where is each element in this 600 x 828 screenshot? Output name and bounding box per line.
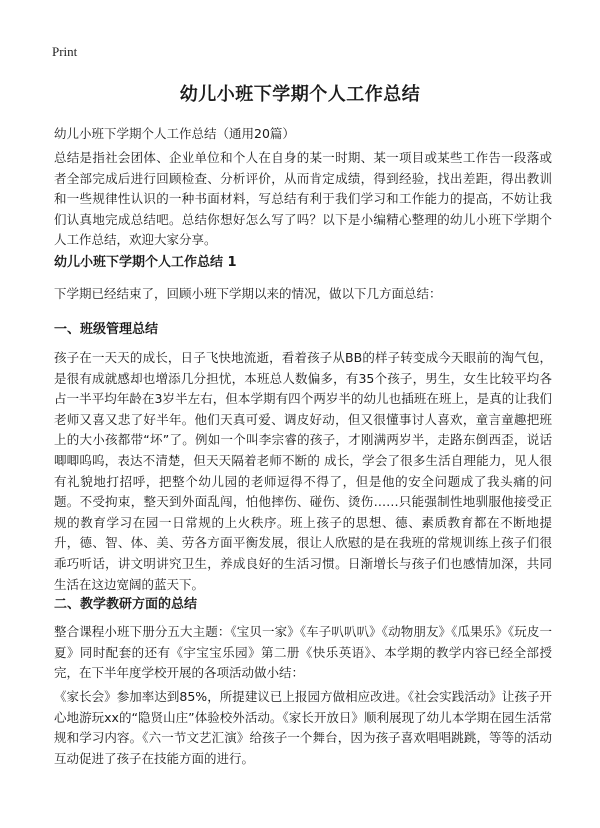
- section-heading-class-management: 一、班级管理总结: [54, 322, 159, 337]
- document-title: 幼儿小班下学期个人工作总结: [179, 84, 421, 105]
- part-intro-paragraph: 下学期已经结束了，回顾小班下学期以来的情况，做以下几方面总结：: [54, 286, 442, 301]
- part-heading: 幼儿小班下学期个人工作总结 1: [54, 255, 237, 270]
- class-management-paragraph: 孩子在一天天的成长，日子飞快地流逝，看着孩子从BB的样子转变成今天眼前的淘气包，是很有成就感却也增添几分担忧，本班总人数偏多，有35个孩子，男生，女生比较平均各占一半平均年龄在3岁半左右，但本学期有四个两岁半的幼儿也插班在班上，是真的让我们老师又喜又悲了好半年。他们天真可爱、调皮好动，但又很懂事讨人喜欢，童言童趣把班上的大小孩都带“坏”了。例如一个叫李宗睿的孩子，才刚满两岁半，走路东倒西歪，说话唧唧呜呜，表达不清楚，但天天隔着老师不断的 成长，学会了很多生活自理能力，见人很有礼貌地打招呼，把整个幼儿园的老师逗得不得了，但是他的安全问题成了我头痛的问题。不受拘束，整天到外面乱闯，怕他摔伤、碰伤、烫伤……只能强制性地驯服他接受正规的教育学习在园一日常规的上火秩序。班上孩子的思想、德、素质教育都在不断地提升，德、智、体、美、劳各方面平衡发展，很让人欣慰的是在我班的常规训练上孩子们很乖巧听话，讲文明讲究卫生，养成良好的生活习惯。日渐增长与孩子们也感情加深，共同生活在这边宽阔的蓝天下。: [54, 350, 552, 592]
- intro-paragraph: 总结是指社会团体、企业单位和个人在自身的某一时期、某一项目或某些工作告一段落或者全部完成后进行回顾检查、分析评价，从而肯定成绩，得到经验，找出差距，得出教训和一些规律性认识的一种书面材料，写总结有利于我们学习和工作能力的提高，不妨让我们认真地完成总结吧。总结你想好怎么写了吗？以下是小编精心整理的幼儿小班下学期个人工作总结，欢迎大家分享。: [54, 150, 552, 248]
- document-subtitle: 幼儿小班下学期个人工作总结（通用20篇）: [54, 126, 295, 141]
- teaching-research-paragraph-1: 整合课程小班下册分五大主题：《宝贝一家》《车子叭叭叭》《动物朋友》《瓜果乐》《玩皮一夏》同时配套的还有《宇宝宝乐园》第二册《快乐英语》、本学期的教学内容已经全部授完，在下半年度学校开展的各项活动做小结：: [54, 624, 552, 681]
- teaching-research-paragraph-2: 《家长会》参加率达到85%，所提建议已上报园方做相应改进。《社会实践活动》让孩子开心地游玩xx的“隐贤山庄”体验校外活动。《家长开放日》顺利展现了幼儿本学期在园生活常规和学习内容。《六一节文艺汇演》给孩子一个舞台，因为孩子喜欢唱唱跳跳，等等的活动互动促进了孩子在技能方面的进行。: [54, 689, 552, 766]
- section-heading-teaching-research: 二、教学教研方面的总结: [54, 597, 198, 612]
- print-link[interactable]: Print: [52, 44, 78, 59]
